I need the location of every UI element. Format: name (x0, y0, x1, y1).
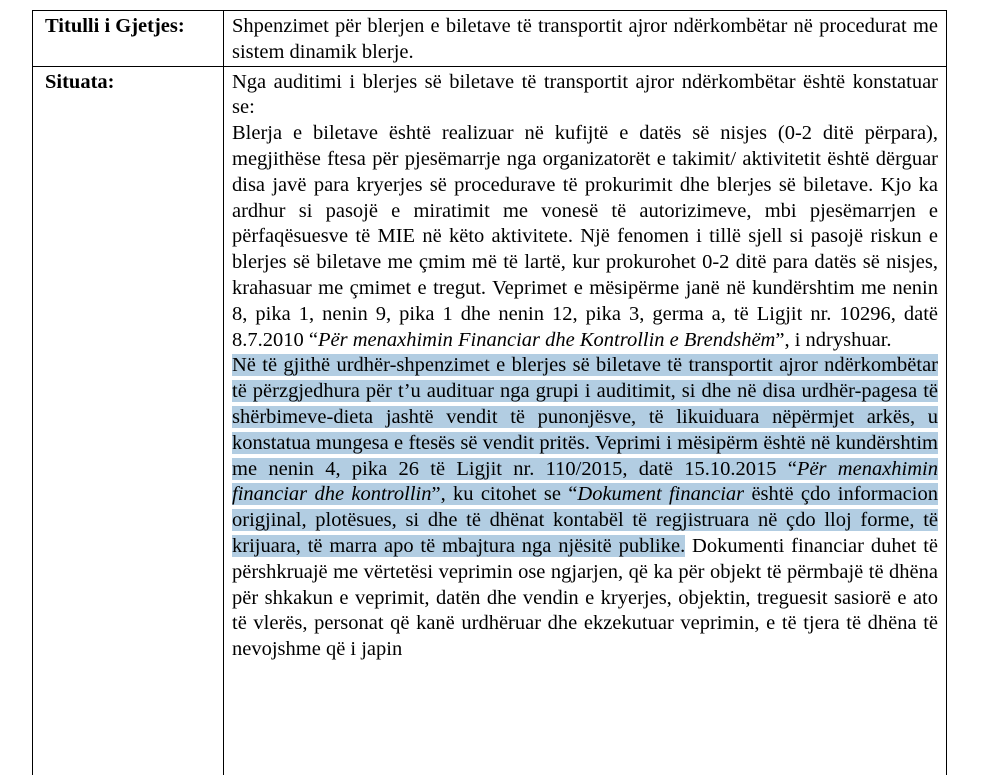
paragraph-1-end: ”, i ndryshuar. (775, 328, 892, 351)
situation-label: Situata: (33, 66, 224, 775)
title-content: Shpenzimet për blerjen e biletave të transportit ajror ndërkombëtar në procedurat me sistem dinamik blerje. (224, 11, 947, 67)
situation-row (33, 66, 947, 775)
situation-content (224, 66, 947, 775)
situation-paragraph-1 (232, 121, 938, 353)
highlighted-text-1: Në të gjithë urdhër-shpenzimet e blerjes së biletave të transportit ajror ndërkombëtar të përzgjedhura për t’u audituar nga grupi i auditimit, si dhe në disa urdhër-pagesa të shërbimeve-dieta jashtë vendit të punonjësve, të likuiduara nëpërmjet arkës, u konstatua mungesa e ftesës së vendit pritës. Veprimi i mësipërm është në kundërshtim me nenin 4, pika 26 të Ligjit nr. 110/2015, datë 15.10.2015 “ (232, 354, 938, 480)
situation-paragraph-2 (232, 353, 938, 663)
finding-table (32, 10, 947, 775)
title-label: Titulli i Gjetjes: (33, 11, 224, 67)
paragraph-1-start: Blerja e biletave është realizuar në kufijtë e datës së nisjes (0-2 ditë përpara), megjithëse ftesa për pjesëmarrje nga organizatorët e takimit/ aktivitetit është dërguar disa javë para kryerjes së procedurave të prokurimit dhe blerjes së biletave. Kjo ka ardhur si pasojë e miratimit me vonesë të autorizimeve, mbi pjesëmarrjen e përfaqësuesve të MIE në këto aktivitete. Një fenomen i tillë sjell si pasojë riskun e blerjes së biletave me çmim më të lartë, kur prokurohet 0-2 ditë para datës së nisjes, krahasuar me çmimet e tregut. Veprimet e mësipërme janë në kundërshtim me nenin 8, pika 1, nenin 9, pika 1 dhe nenin 12, pika 3, germa a, të Ligjit nr. 10296, datë 8.7.2010 “ (232, 122, 938, 351)
highlighted-text-2: ”, ku citohet se “ (431, 483, 578, 506)
title-row (33, 11, 947, 67)
highlighted-term: Dokument financiar (577, 483, 745, 506)
highlighted-law-title: Për menaxhimin financiar dhe kontrollin (232, 457, 938, 506)
highlighted-text-3: është çdo informacion origjinal, plotësues, si dhe të dhënat kontabël të regjistruara në çdo lloj forme, të krijuara, të marra apo të mbajtura nga njësitë publike. (232, 483, 938, 557)
situation-intro: Nga auditimi i blerjes së biletave të transportit ajror ndërkombëtar është konstatuar se: (232, 70, 938, 119)
paragraph-2-tail: Dokumenti financiar duhet të përshkruajë me vërtetësi veprimin ose ngjarjen, që ka për objekt të përmbajë të dhëna për shkakun e veprimit, datën dhe vendin e kryerjes, objektin, treguesit sasiorë e ato të vlerës, personat që kanë urdhëruar dhe ekzekutuar veprimin, e të tjera të dhëna të nevojshme që i japin (232, 534, 938, 661)
paragraph-1-law-title: Për menaxhimin Financiar dhe Kontrollin e Brendshëm (317, 328, 776, 351)
